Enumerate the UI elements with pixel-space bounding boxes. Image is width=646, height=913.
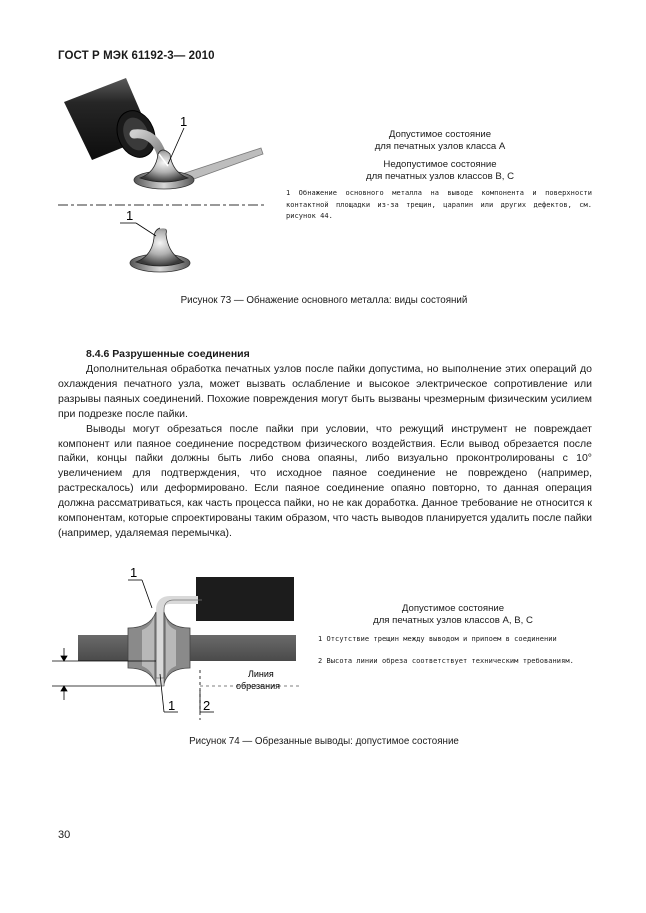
page-number: 30 bbox=[58, 829, 71, 841]
paragraph-1: Дополнительная обработка печатных узлов после пайки допустима, но выполнение этих операций до охлаждения печатного узла, может вызвать ослабление и высокое электрическое сопротивление или разрывы паяных соединений. Похожие повреждения могут быть вызваны чрезмерным физическим усилием при подрезке после пайки. bbox=[58, 363, 592, 420]
component-body-74 bbox=[196, 577, 294, 621]
callout-number-bottom: 1 bbox=[126, 208, 134, 223]
figure-74-caption: Рисунок 74 — Обрезанные выводы: допустимое состояние bbox=[189, 736, 459, 747]
figure-74-illustration bbox=[50, 560, 300, 720]
component-body bbox=[64, 78, 162, 163]
section-body bbox=[58, 362, 592, 541]
figure-73-illustration bbox=[56, 76, 271, 281]
callout-number-74-bottom-1: 1 bbox=[168, 698, 176, 713]
callout-number-top: 1 bbox=[180, 114, 188, 129]
acceptable-label-73: Допустимое состояние для печатных узлов класса А bbox=[374, 129, 506, 152]
document-header: ГОСТ Р МЭК 61192-3— 2010 bbox=[58, 50, 215, 62]
callout-number-74-bottom-2: 2 bbox=[203, 698, 211, 713]
figure-74-note-1: 1 Отсутствие трещин между выводом и припоем в соединении bbox=[318, 635, 557, 643]
unacceptable-label-73: Недопустимое состояние для печатных узлов классов В, С bbox=[365, 159, 515, 182]
figure-73-note: 1 Обнажение основного металла на выводе компонента и поверхности контактной площадки из-за трещин, царапин или других дефектов, см. рисунок 44. bbox=[286, 189, 592, 220]
paragraph-2: Выводы могут обрезаться после пайки при условии, что режущий инструмент не повреждает компонент или паяное соединение посредством физического воздействия. Если вывод обрезается после пайки, концы пайки должны быть либо снова опаяны, либо визуально проконтролированы с 10° увеличением для подтверждения, что исходное паяное соединение не повреждено (например, растрескалось) или деформировано. Если паяное соединение опаяно повторно, то данная операция должна рассматриваться, как часть процесса пайки, но не как доработка. Данное требование не относится к компонентам, которые спроектированы таким образом, что часть выводов планируется удалить после пайки (например, удаляемая перемычка). bbox=[58, 422, 592, 539]
solder-joint-bottom bbox=[130, 228, 190, 272]
cut-line-label-2: обрезания bbox=[236, 681, 280, 691]
figure-73-caption: Рисунок 73 — Обнажение основного металла: виды состояний bbox=[180, 295, 468, 306]
figure-74-note-2: 2 Высота линии обреза соответствует техническим требованиям. bbox=[318, 657, 574, 665]
lead-trim-end bbox=[156, 678, 164, 686]
cut-line-label-1: Линия bbox=[248, 669, 274, 679]
callout-line-top bbox=[168, 128, 184, 164]
section-title: 8.4.6 Разрушенные соединения bbox=[86, 348, 250, 360]
callout-line-bottom bbox=[136, 223, 156, 236]
acceptable-label-74: Допустимое состояние для печатных узлов классов А, В, С bbox=[373, 603, 533, 626]
callout-number-74-top: 1 bbox=[130, 565, 138, 580]
callout-line-74-top bbox=[142, 580, 152, 608]
